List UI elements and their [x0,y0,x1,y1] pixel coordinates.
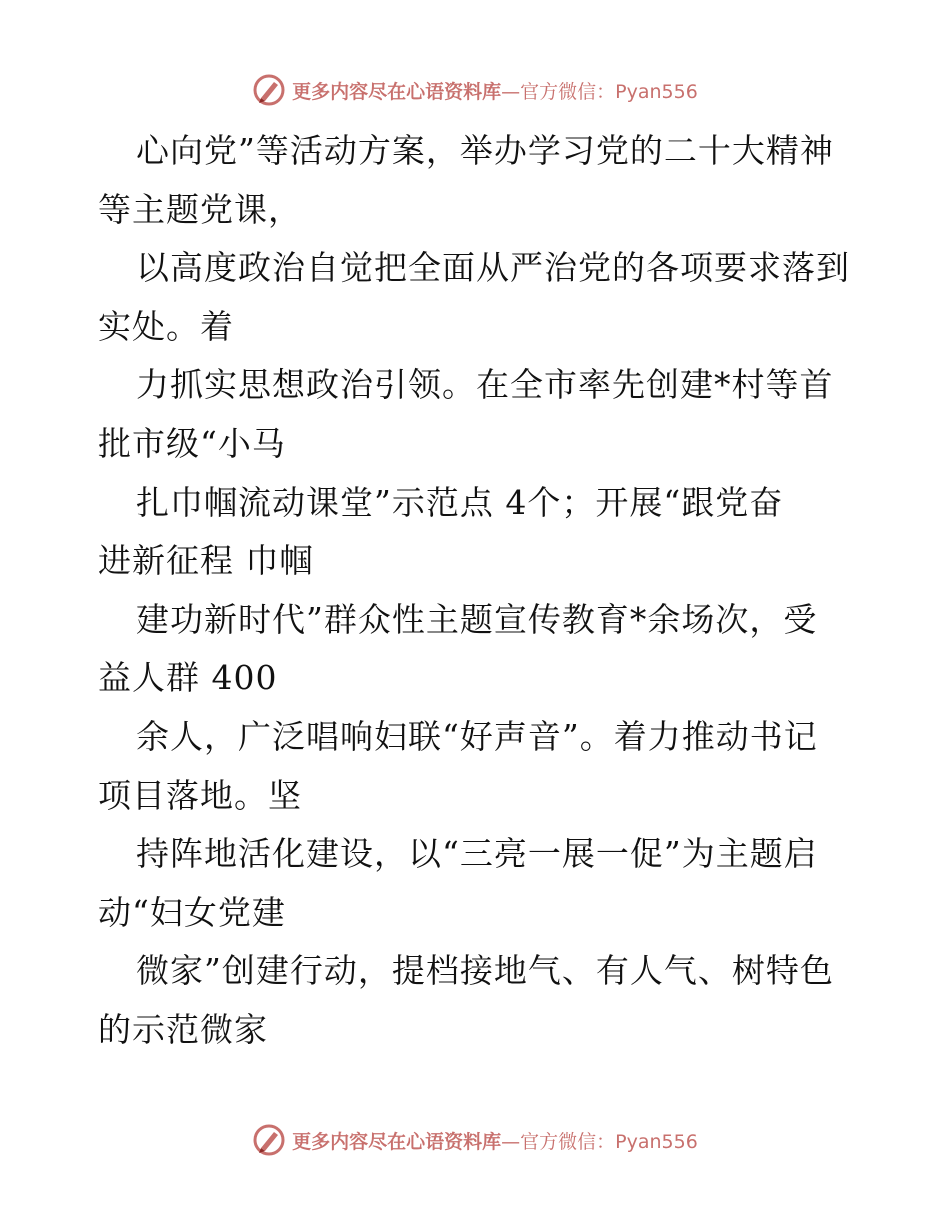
body-line: 力抓实思想政治引领。在全市率先创建*村等首 [136,365,834,405]
body-line: 心向党”等活动方案，举办学习党的二十大精神 [136,131,834,170]
footer-banner-title: 更多内容尽在心语资料库 [292,1130,502,1153]
body-line: 批市级“小马 [98,423,286,463]
body-line: 等主题党课， [98,189,302,229]
body-line: 以高度政治自觉把全面从严治党的各项要求落到 [136,248,850,288]
body-line: 扎巾帼流动课堂”示范点 4个；开展“跟党奋 [136,482,784,522]
footer-banner [0,1120,950,1160]
header-banner-dash: — [501,80,521,103]
body-line: 的示范微家 [98,1009,268,1049]
body-line: 余人，广泛唱响妇联“好声音”。着力推动书记 [136,716,818,756]
header-banner [0,70,950,110]
pen-circle-logo-icon [252,73,286,107]
pen-circle-logo-icon [252,1123,286,1157]
footer-banner-label [292,1127,698,1154]
body-line: 建功新时代”群众性主题宣传教育*余场次，受 [136,599,818,639]
body-line: 实处。着 [98,306,234,346]
header-banner-wechat: 官方微信：Pyan556 [520,80,698,103]
document-body [98,122,858,1060]
body-line: 项目落地。坚 [98,775,302,815]
footer-banner-dash: — [501,1130,521,1153]
footer-banner-wechat: 官方微信：Pyan556 [520,1130,698,1153]
body-line: 持阵地活化建设，以“三亮一展一促”为主题启 [136,834,818,874]
body-line: 益人群 400 [98,658,278,698]
header-banner-label [292,77,698,104]
body-line: 微家”创建行动，提档接地气、有人气、树特色 [136,951,834,991]
body-line: 进新征程 巾帼 [98,541,314,581]
header-banner-title: 更多内容尽在心语资料库 [292,80,502,103]
body-line: 动“妇女党建 [98,892,286,932]
